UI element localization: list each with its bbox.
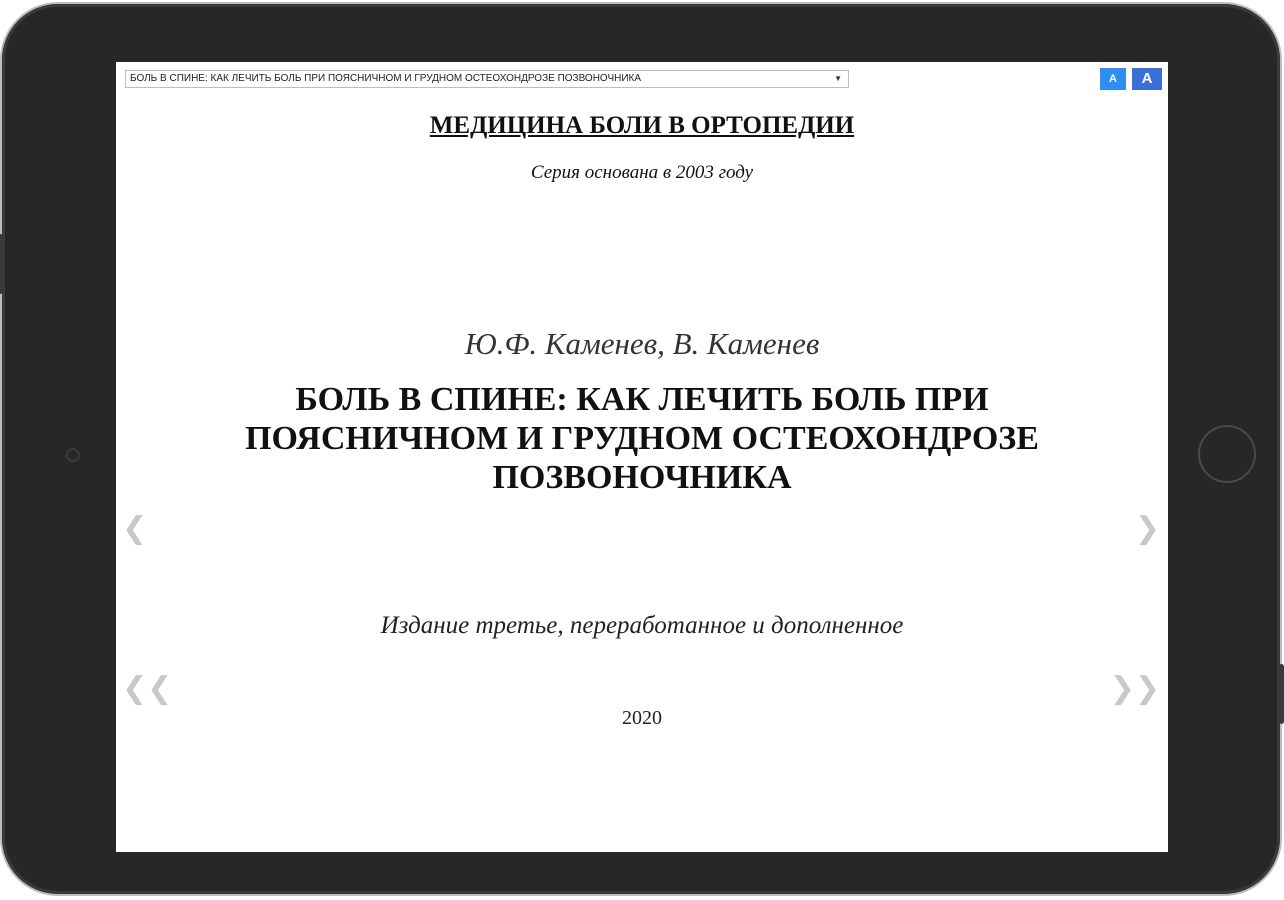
decrease-font-button[interactable]: A xyxy=(1100,68,1126,90)
publication-year: 2020 xyxy=(622,707,662,729)
increase-font-button[interactable]: A xyxy=(1132,68,1162,90)
chapter-select[interactable] xyxy=(125,70,849,88)
book-title-line: ПОЗВОНОЧНИКА xyxy=(492,459,792,496)
side-button xyxy=(1279,664,1284,724)
reader-toolbar xyxy=(116,62,1168,92)
chevron-down-icon: ▼ xyxy=(834,74,842,83)
volume-button xyxy=(0,234,3,294)
home-button[interactable] xyxy=(1198,425,1256,483)
book-page xyxy=(116,92,1168,852)
series-title: МЕДИЦИНА БОЛИ В ОРТОПЕДИИ xyxy=(429,112,855,139)
book-title xyxy=(156,380,1128,497)
prev-page-icon[interactable]: ❮ xyxy=(122,511,148,546)
series-note: Серия основана в 2003 году xyxy=(530,162,754,183)
book-authors: Ю.Ф. Каменев, В. Каменев xyxy=(464,326,820,361)
next-page-icon[interactable]: ❯ xyxy=(1134,511,1160,546)
book-title-line: ПОЯСНИЧНОМ И ГРУДНОМ ОСТЕОХОНДРОЗЕ xyxy=(245,420,1039,457)
chapter-select-value: БОЛЬ В СПИНЕ: КАК ЛЕЧИТЬ БОЛЬ ПРИ ПОЯСНИЧНОМ И ГРУДНОМ ОСТЕОХОНДРОЗЕ ПОЗВОНОЧНИКА xyxy=(130,73,642,84)
camera-icon xyxy=(66,448,80,462)
edition-note: Издание третье, переработанное и дополненное xyxy=(380,612,904,639)
screen xyxy=(116,62,1168,852)
last-page-icon[interactable]: ❯❯ xyxy=(1109,671,1160,706)
book-title-line: БОЛЬ В СПИНЕ: КАК ЛЕЧИТЬ БОЛЬ ПРИ xyxy=(295,381,989,418)
first-page-icon[interactable]: ❮❮ xyxy=(122,671,173,706)
tablet-frame xyxy=(2,4,1280,894)
